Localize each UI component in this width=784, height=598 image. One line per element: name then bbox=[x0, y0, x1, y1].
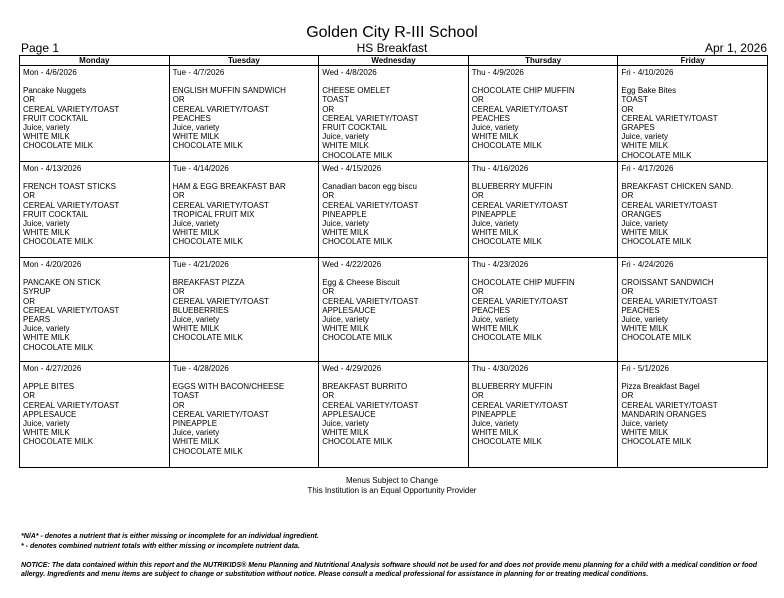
day-cell bbox=[468, 162, 618, 258]
menu-item: OR bbox=[471, 95, 484, 105]
menu-item: Egg Bake Bites bbox=[621, 86, 677, 96]
day-header-wednesday: Wednesday bbox=[319, 56, 469, 66]
menu-item: FRUIT COCKTAIL bbox=[322, 123, 388, 133]
menu-item: WHITE MILK bbox=[621, 141, 669, 151]
notice-text: NOTICE: The data contained within this report and the NUTRIKIDS® Menu Planning and Nutritional Analysis software should not be used for and does not provide menu planning for a child with a medical condition or food allergy. Ingredients and menu items are subject to change or substitution without notice. Please consult a medical professional for assistance in planning for or treating medical conditions. bbox=[21, 562, 758, 578]
menu-item: CEREAL VARIETY/TOAST bbox=[621, 296, 718, 306]
menu-item: OR bbox=[322, 104, 335, 114]
menu-item: PINEAPPLE bbox=[471, 209, 517, 219]
menu-item: BLUEBERRY MUFFIN bbox=[471, 182, 553, 192]
menu-item: CEREAL VARIETY/TOAST bbox=[172, 409, 269, 419]
menu-item: WHITE MILK bbox=[322, 228, 369, 238]
menu-item: OR bbox=[23, 191, 35, 201]
menu-item: CHOCOLATE MILK bbox=[322, 333, 393, 343]
menu-item: CHOCOLATE MILK bbox=[471, 141, 542, 151]
week-row bbox=[20, 362, 768, 468]
menu-item: CHOCOLATE MILK bbox=[621, 150, 692, 160]
day-cell bbox=[468, 362, 618, 468]
day-cell bbox=[319, 258, 469, 362]
day-cell bbox=[169, 258, 319, 362]
day-header-friday: Friday bbox=[618, 56, 768, 66]
day-date: Mon - 4/6/2026 bbox=[23, 68, 77, 77]
menu-item: EGGS WITH BACON/CHEESE bbox=[172, 382, 285, 392]
menu-item: Juice, variety bbox=[23, 419, 70, 429]
menu-item: OR bbox=[322, 191, 335, 201]
menu-item: CEREAL VARIETY/TOAST bbox=[621, 113, 718, 123]
legend-asterisk: * - denotes combined nutrient totals with either missing or incomplete nutrient data. bbox=[21, 542, 300, 550]
menu-item: CHOCOLATE CHIP MUFFIN bbox=[471, 278, 575, 288]
menu-item: PANCAKE ON STICK bbox=[23, 278, 101, 288]
menu-item: OR bbox=[172, 191, 185, 201]
menu-item: Juice, variety bbox=[23, 219, 70, 229]
menu-item: Juice, variety bbox=[322, 419, 369, 429]
menu-item: Juice, variety bbox=[471, 419, 519, 429]
week-row bbox=[20, 258, 768, 362]
day-date: Mon - 4/27/2026 bbox=[23, 364, 82, 373]
menu-item: Juice, variety bbox=[621, 132, 669, 142]
menu-item: CHOCOLATE MILK bbox=[322, 237, 393, 247]
menus-subject-note: Menus Subject to Change bbox=[345, 476, 439, 485]
menu-item: WHITE MILK bbox=[471, 132, 519, 142]
menu-item: Egg & Cheese Biscuit bbox=[322, 278, 400, 288]
menu-item: CHOCOLATE MILK bbox=[621, 437, 692, 447]
menu-item: CHOCOLATE MILK bbox=[621, 237, 692, 247]
day-date: Wed - 4/22/2026 bbox=[322, 260, 382, 269]
day-cell bbox=[20, 162, 170, 258]
menu-item: CHOCOLATE CHIP MUFFIN bbox=[471, 86, 575, 96]
menu-item: WHITE MILK bbox=[621, 228, 669, 238]
menu-item: CEREAL VARIETY/TOAST bbox=[172, 296, 269, 306]
day-header-tuesday: Tuesday bbox=[169, 56, 319, 66]
day-date: Fri - 5/1/2026 bbox=[621, 364, 669, 373]
menu-item: WHITE MILK bbox=[23, 333, 70, 343]
menu-item: Juice, variety bbox=[172, 219, 220, 229]
day-header-monday: Monday bbox=[20, 56, 170, 66]
menu-item: CHOCOLATE MILK bbox=[471, 237, 542, 247]
menu-item: Juice, variety bbox=[322, 132, 369, 142]
menu-item: PEACHES bbox=[471, 305, 511, 315]
day-date: Tue - 4/28/2026 bbox=[172, 364, 229, 373]
day-cell bbox=[468, 66, 618, 162]
menu-item: CEREAL VARIETY/TOAST bbox=[23, 104, 120, 114]
menu-item: WHITE MILK bbox=[172, 228, 220, 238]
day-date: Fri - 4/17/2026 bbox=[621, 164, 674, 173]
menu-item: CEREAL VARIETY/TOAST bbox=[172, 104, 269, 114]
menu-item: FRENCH TOAST STICKS bbox=[23, 182, 116, 192]
menu-item: PINEAPPLE bbox=[322, 209, 367, 219]
menu-item: APPLE BITES bbox=[23, 382, 75, 392]
menu-item: Juice, variety bbox=[172, 123, 220, 133]
menu-item: CHEESE OMELET bbox=[322, 86, 391, 96]
menu-item: Juice, variety bbox=[621, 419, 669, 429]
menu-calendar bbox=[19, 55, 768, 468]
day-cell bbox=[468, 258, 618, 362]
menu-item: CHOCOLATE MILK bbox=[23, 237, 94, 247]
day-cell bbox=[20, 258, 170, 362]
day-header-thursday: Thursday bbox=[468, 56, 618, 66]
menu-item: APPLESAUCE bbox=[322, 409, 376, 419]
menu-notes bbox=[0, 476, 784, 496]
menu-item: OR bbox=[621, 287, 634, 297]
menu-item: BREAKFAST PIZZA bbox=[172, 278, 245, 288]
menu-item: Juice, variety bbox=[621, 315, 669, 325]
menu-item: CHOCOLATE MILK bbox=[23, 141, 94, 151]
menu-item: Pizza Breakfast Bagel bbox=[621, 382, 700, 392]
menu-item: WHITE MILK bbox=[23, 228, 70, 238]
menu-item: CEREAL VARIETY/TOAST bbox=[471, 104, 569, 114]
day-date: Tue - 4/7/2026 bbox=[172, 68, 225, 77]
menu-item: SYRUP bbox=[23, 287, 51, 297]
menu-item: OR bbox=[471, 287, 484, 297]
day-date: Thu - 4/16/2026 bbox=[471, 164, 529, 173]
menu-item: APPLESAUCE bbox=[322, 305, 376, 315]
menu-item: CHOCOLATE MILK bbox=[23, 437, 94, 447]
school-title: Golden City R-III School bbox=[306, 24, 478, 41]
menu-item: PEACHES bbox=[471, 113, 511, 123]
week-row bbox=[20, 162, 768, 258]
menu-item: Juice, variety bbox=[322, 315, 369, 325]
day-date: Wed - 4/15/2026 bbox=[322, 164, 382, 173]
menu-item: Juice, variety bbox=[471, 315, 519, 325]
menu-item: CEREAL VARIETY/TOAST bbox=[322, 400, 419, 410]
menu-item: PEACHES bbox=[621, 305, 660, 315]
menu-item: Juice, variety bbox=[172, 315, 220, 325]
menu-item: PEARS bbox=[23, 315, 51, 325]
menu-item: HAM & EGG BREAKFAST BAR bbox=[172, 182, 286, 192]
menu-item: CEREAL VARIETY/TOAST bbox=[23, 400, 120, 410]
day-cell bbox=[618, 258, 768, 362]
menu-item: CEREAL VARIETY/TOAST bbox=[172, 200, 269, 210]
day-header-row bbox=[20, 56, 768, 66]
menu-item: CEREAL VARIETY/TOAST bbox=[23, 200, 120, 210]
day-cell bbox=[319, 162, 469, 258]
menu-item: WHITE MILK bbox=[322, 324, 369, 334]
menu-item: PINEAPPLE bbox=[172, 419, 218, 429]
day-date: Thu - 4/9/2026 bbox=[471, 68, 524, 77]
menu-item: WHITE MILK bbox=[471, 228, 519, 238]
menu-item: CEREAL VARIETY/TOAST bbox=[621, 400, 718, 410]
menu-item: CHOCOLATE MILK bbox=[23, 342, 94, 352]
day-date: Fri - 4/10/2026 bbox=[621, 68, 674, 77]
menu-item: WHITE MILK bbox=[471, 428, 519, 438]
week-row bbox=[20, 66, 768, 162]
day-date: Fri - 4/24/2026 bbox=[621, 260, 674, 269]
day-cell bbox=[20, 362, 170, 468]
menu-item: OR bbox=[621, 104, 634, 114]
day-date: Wed - 4/29/2026 bbox=[322, 364, 382, 373]
menu-item: OR bbox=[172, 400, 185, 410]
menu-item: TROPICAL FRUIT MIX bbox=[172, 209, 255, 219]
menu-item: CEREAL VARIETY/TOAST bbox=[322, 296, 419, 306]
menu-item: BLUEBERRIES bbox=[172, 305, 229, 315]
menu-item: BREAKFAST BURRITO bbox=[322, 382, 408, 392]
menu-item: OR bbox=[621, 191, 634, 201]
equal-opportunity-note: This Institution is an Equal Opportunity Provider bbox=[307, 486, 477, 495]
menu-item: WHITE MILK bbox=[621, 324, 669, 334]
menu-item: OR bbox=[23, 391, 35, 401]
menu-item: TOAST bbox=[172, 391, 200, 401]
day-cell bbox=[319, 66, 469, 162]
legend-na: *N/A* - denotes a nutrient that is either missing or incomplete for an individual ingredient. bbox=[21, 533, 319, 540]
menu-item: Juice, variety bbox=[322, 219, 369, 229]
day-cell bbox=[169, 362, 319, 468]
day-date: Tue - 4/21/2026 bbox=[172, 260, 229, 269]
menu-item: FRUIT COCKTAIL bbox=[23, 209, 89, 219]
menu-item: Juice, variety bbox=[471, 123, 519, 133]
day-date: Mon - 4/13/2026 bbox=[23, 164, 82, 173]
menu-item: CHOCOLATE MILK bbox=[172, 446, 243, 456]
menu-item: Juice, variety bbox=[471, 219, 519, 229]
day-cell bbox=[618, 362, 768, 468]
nutrient-legend bbox=[21, 532, 319, 551]
menu-item: CHOCOLATE MILK bbox=[471, 437, 542, 447]
menu-item: OR bbox=[23, 95, 35, 105]
day-cell bbox=[319, 362, 469, 468]
menu-item: WHITE MILK bbox=[172, 132, 220, 142]
menu-item: GRAPES bbox=[621, 123, 655, 133]
menu-item: Pancake Nuggets bbox=[23, 86, 87, 96]
menu-item: CHOCOLATE MILK bbox=[322, 150, 393, 160]
page-number: Page 1 bbox=[21, 41, 60, 55]
menu-item: PINEAPPLE bbox=[471, 409, 517, 419]
day-cell bbox=[169, 66, 319, 162]
menu-item: Juice, variety bbox=[172, 428, 220, 438]
menu-item: CHOCOLATE MILK bbox=[172, 333, 243, 343]
menu-item: WHITE MILK bbox=[322, 428, 369, 438]
menu-item: OR bbox=[23, 296, 35, 306]
menu-item: ORANGES bbox=[621, 209, 662, 219]
menu-item: CROISSANT SANDWICH bbox=[621, 278, 714, 288]
menu-item: WHITE MILK bbox=[471, 324, 519, 334]
menu-item: Juice, variety bbox=[23, 123, 70, 133]
menu-item: BREAKFAST CHICKEN SAND. bbox=[621, 182, 734, 192]
menu-item: WHITE MILK bbox=[172, 324, 220, 334]
menu-item: WHITE MILK bbox=[621, 428, 669, 438]
menu-item: CHOCOLATE MILK bbox=[322, 437, 393, 447]
menu-item: CEREAL VARIETY/TOAST bbox=[471, 400, 569, 410]
menu-item: CHOCOLATE MILK bbox=[172, 141, 243, 151]
day-date: Thu - 4/30/2026 bbox=[471, 364, 529, 373]
day-cell bbox=[618, 66, 768, 162]
menu-item: Canadian bacon egg biscu bbox=[322, 182, 417, 192]
menu-item: MANDARIN ORANGES bbox=[621, 409, 707, 419]
day-cell bbox=[618, 162, 768, 258]
menu-item: OR bbox=[322, 287, 335, 297]
day-date: Tue - 4/14/2026 bbox=[172, 164, 229, 173]
menu-item: OR bbox=[172, 95, 185, 105]
day-date: Wed - 4/8/2026 bbox=[322, 68, 377, 77]
menu-item: CEREAL VARIETY/TOAST bbox=[471, 296, 569, 306]
menu-item: APPLESAUCE bbox=[23, 409, 77, 419]
menu-item: FRUIT COCKTAIL bbox=[23, 113, 89, 123]
report-date: Apr 1, 2026 bbox=[704, 41, 767, 55]
menu-item: WHITE MILK bbox=[172, 437, 220, 447]
menu-item: ENGLISH MUFFIN SANDWICH bbox=[172, 86, 286, 96]
menu-item: CEREAL VARIETY/TOAST bbox=[621, 200, 718, 210]
menu-item: CEREAL VARIETY/TOAST bbox=[322, 113, 419, 123]
menu-item: CEREAL VARIETY/TOAST bbox=[471, 200, 569, 210]
menu-item: TOAST bbox=[621, 95, 648, 105]
menu-item: OR bbox=[621, 391, 634, 401]
day-cell bbox=[169, 162, 319, 258]
menu-item: OR bbox=[471, 191, 484, 201]
menu-item: CHOCOLATE MILK bbox=[172, 237, 243, 247]
menu-item: CHOCOLATE MILK bbox=[471, 333, 542, 343]
day-cell bbox=[20, 66, 170, 162]
menu-item: CHOCOLATE MILK bbox=[621, 333, 692, 343]
day-date: Mon - 4/20/2026 bbox=[23, 260, 82, 269]
menu-item: WHITE MILK bbox=[23, 132, 70, 142]
menu-item: Juice, variety bbox=[23, 324, 70, 334]
menu-item: BLUEBERRY MUFFIN bbox=[471, 382, 553, 392]
menu-item: OR bbox=[471, 391, 484, 401]
menu-item: OR bbox=[322, 391, 335, 401]
menu-item: Juice, variety bbox=[621, 219, 669, 229]
menu-item: CEREAL VARIETY/TOAST bbox=[322, 200, 419, 210]
menu-subtitle: HS Breakfast bbox=[356, 41, 428, 55]
menu-item: OR bbox=[172, 287, 185, 297]
menu-item: PEACHES bbox=[172, 113, 211, 123]
menu-item: WHITE MILK bbox=[322, 141, 369, 151]
menu-item: CEREAL VARIETY/TOAST bbox=[23, 305, 120, 315]
menu-item: TOAST bbox=[322, 95, 349, 105]
day-date: Thu - 4/23/2026 bbox=[471, 260, 529, 269]
menu-item: WHITE MILK bbox=[23, 428, 70, 438]
